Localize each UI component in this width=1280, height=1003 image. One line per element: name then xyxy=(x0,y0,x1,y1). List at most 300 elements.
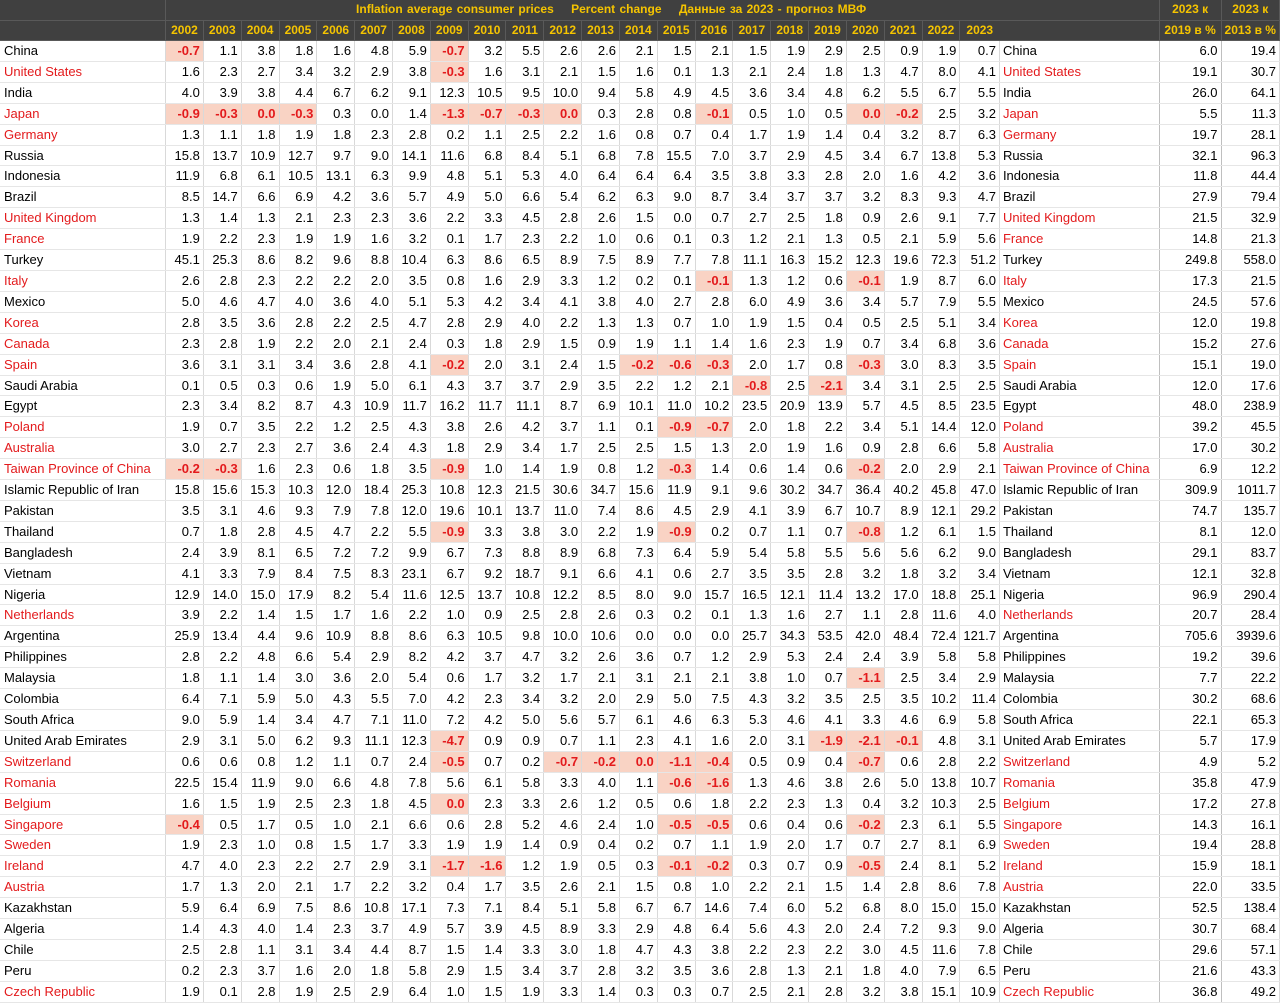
value-cell-2003: 3.3 xyxy=(203,563,241,584)
value-cell-2004: 15.0 xyxy=(241,584,279,605)
value-cell-2012: 10.0 xyxy=(544,82,582,103)
table-row xyxy=(0,730,1280,751)
value-cell-2021: 3.1 xyxy=(884,375,922,396)
value-cell-2006: 4.2 xyxy=(317,187,355,208)
value-cell-2015: 0.8 xyxy=(657,877,695,898)
value-cell-2002: 0.6 xyxy=(166,751,204,772)
ratio-2023-vs-2013: 57.1 xyxy=(1221,939,1279,960)
value-cell-2023: 3.4 xyxy=(960,312,1000,333)
value-cell-2016: 10.2 xyxy=(695,396,733,417)
value-cell-2011: 8.4 xyxy=(506,898,544,919)
value-cell-2022: 7.9 xyxy=(922,960,960,981)
country-name: Canada xyxy=(0,333,166,354)
table-row xyxy=(0,250,1280,271)
country-name: United States xyxy=(0,61,166,82)
country-name-repeat: Brazil xyxy=(999,187,1159,208)
value-cell-2008: 3.2 xyxy=(393,229,431,250)
ratio-2023-vs-2019: 12.1 xyxy=(1159,563,1221,584)
value-cell-2008: 23.1 xyxy=(393,563,431,584)
value-cell-2017: 0.5 xyxy=(733,751,771,772)
value-cell-2015: 4.8 xyxy=(657,919,695,940)
value-cell-2014: 1.9 xyxy=(619,333,657,354)
value-cell-2008: 25.3 xyxy=(393,480,431,501)
value-cell-2006: 1.8 xyxy=(317,124,355,145)
ratio-2023-vs-2013: 68.6 xyxy=(1221,689,1279,710)
country-name-repeat: Japan xyxy=(999,103,1159,124)
table-row xyxy=(0,626,1280,647)
value-cell-2007: 6.3 xyxy=(355,166,393,187)
value-cell-2003: 25.3 xyxy=(203,250,241,271)
value-cell-2014: 10.1 xyxy=(619,396,657,417)
value-cell-2010: 6.1 xyxy=(468,772,506,793)
value-cell-2015: 0.7 xyxy=(657,124,695,145)
value-cell-2005: 2.2 xyxy=(279,417,317,438)
value-cell-2013: 1.2 xyxy=(582,270,620,291)
value-cell-2009: 0.6 xyxy=(430,814,468,835)
country-name-repeat: Ireland xyxy=(999,856,1159,877)
year-header-2011: 2011 xyxy=(506,20,544,41)
value-cell-2013: 6.8 xyxy=(582,145,620,166)
value-cell-2010: 2.3 xyxy=(468,689,506,710)
country-name-repeat: Mexico xyxy=(999,291,1159,312)
value-cell-2019: 3.7 xyxy=(809,187,847,208)
value-cell-2011: 3.2 xyxy=(506,668,544,689)
value-cell-2003: 1.1 xyxy=(203,124,241,145)
country-name-repeat: Pakistan xyxy=(999,500,1159,521)
value-cell-2023: 1.5 xyxy=(960,521,1000,542)
value-cell-2009: 0.0 xyxy=(430,793,468,814)
value-cell-2007: 2.9 xyxy=(355,61,393,82)
ratio-2023-vs-2019: 705.6 xyxy=(1159,626,1221,647)
value-cell-2011: 5.0 xyxy=(506,710,544,731)
value-cell-2009: 1.0 xyxy=(430,605,468,626)
value-cell-2007: 2.9 xyxy=(355,647,393,668)
value-cell-2021: 7.2 xyxy=(884,919,922,940)
value-cell-2021: 2.8 xyxy=(884,605,922,626)
value-cell-2014: 0.2 xyxy=(619,270,657,291)
country-name-repeat: United Kingdom xyxy=(999,208,1159,229)
value-cell-2023: 25.1 xyxy=(960,584,1000,605)
value-cell-2020: 10.7 xyxy=(846,500,884,521)
table-row xyxy=(0,229,1280,250)
value-cell-2011: 4.0 xyxy=(506,312,544,333)
value-cell-2002: 0.7 xyxy=(166,521,204,542)
value-cell-2004: 2.3 xyxy=(241,438,279,459)
value-cell-2017: 0.6 xyxy=(733,459,771,480)
value-cell-2023: 29.2 xyxy=(960,500,1000,521)
value-cell-2022: 3.4 xyxy=(922,668,960,689)
value-cell-2014: 4.1 xyxy=(619,563,657,584)
value-cell-2005: 7.5 xyxy=(279,898,317,919)
header-col-b-bottom: 2013 в % xyxy=(1221,20,1279,41)
value-cell-2009: 2.2 xyxy=(430,208,468,229)
value-cell-2004: 10.9 xyxy=(241,145,279,166)
value-cell-2009: 0.2 xyxy=(430,124,468,145)
value-cell-2008: 5.1 xyxy=(393,291,431,312)
country-name: Belgium xyxy=(0,793,166,814)
value-cell-2020: 42.0 xyxy=(846,626,884,647)
value-cell-2018: 1.1 xyxy=(771,521,809,542)
year-header-2014: 2014 xyxy=(619,20,657,41)
table-row xyxy=(0,542,1280,563)
value-cell-2008: 2.8 xyxy=(393,124,431,145)
country-name-repeat: United States xyxy=(999,61,1159,82)
value-cell-2007: 4.4 xyxy=(355,939,393,960)
year-header-2004: 2004 xyxy=(241,20,279,41)
value-cell-2018: 1.3 xyxy=(771,960,809,981)
value-cell-2006: 1.2 xyxy=(317,417,355,438)
country-name: Vietnam xyxy=(0,563,166,584)
value-cell-2011: 3.4 xyxy=(506,438,544,459)
value-cell-2008: 8.2 xyxy=(393,647,431,668)
value-cell-2006: 4.7 xyxy=(317,710,355,731)
value-cell-2011: 2.5 xyxy=(506,124,544,145)
value-cell-2023: 15.0 xyxy=(960,898,1000,919)
value-cell-2019: 3.8 xyxy=(809,772,847,793)
year-header-2016: 2016 xyxy=(695,20,733,41)
value-cell-2003: 2.2 xyxy=(203,647,241,668)
value-cell-2009: 4.3 xyxy=(430,375,468,396)
value-cell-2023: 6.0 xyxy=(960,270,1000,291)
value-cell-2019: 1.4 xyxy=(809,124,847,145)
value-cell-2017: 2.8 xyxy=(733,960,771,981)
header-blank-cell xyxy=(0,20,166,41)
value-cell-2003: 6.4 xyxy=(203,898,241,919)
value-cell-2012: 8.9 xyxy=(544,542,582,563)
value-cell-2006: 8.6 xyxy=(317,898,355,919)
value-cell-2013: 2.6 xyxy=(582,647,620,668)
value-cell-2003: 6.8 xyxy=(203,166,241,187)
value-cell-2012: 3.3 xyxy=(544,981,582,1002)
value-cell-2005: -0.3 xyxy=(279,103,317,124)
value-cell-2016: 2.1 xyxy=(695,668,733,689)
value-cell-2011: 5.3 xyxy=(506,166,544,187)
value-cell-2022: 5.1 xyxy=(922,312,960,333)
value-cell-2005: 9.6 xyxy=(279,626,317,647)
ratio-2023-vs-2013: 30.7 xyxy=(1221,61,1279,82)
table-row xyxy=(0,814,1280,835)
value-cell-2019: 0.4 xyxy=(809,312,847,333)
value-cell-2010: 5.0 xyxy=(468,187,506,208)
value-cell-2014: 1.9 xyxy=(619,521,657,542)
value-cell-2009: 1.0 xyxy=(430,981,468,1002)
value-cell-2020: 1.4 xyxy=(846,877,884,898)
value-cell-2006: 13.1 xyxy=(317,166,355,187)
value-cell-2014: 0.0 xyxy=(619,751,657,772)
value-cell-2014: 1.6 xyxy=(619,61,657,82)
value-cell-2008: 12.3 xyxy=(393,730,431,751)
value-cell-2019: 1.6 xyxy=(809,438,847,459)
value-cell-2023: 5.6 xyxy=(960,229,1000,250)
value-cell-2010: 2.9 xyxy=(468,438,506,459)
value-cell-2011: 9.5 xyxy=(506,82,544,103)
value-cell-2011: 3.1 xyxy=(506,354,544,375)
value-cell-2021: 2.7 xyxy=(884,835,922,856)
value-cell-2007: 8.3 xyxy=(355,563,393,584)
country-name: Kazakhstan xyxy=(0,898,166,919)
value-cell-2015: 0.6 xyxy=(657,563,695,584)
value-cell-2008: 8.7 xyxy=(393,939,431,960)
value-cell-2014: 6.7 xyxy=(619,898,657,919)
value-cell-2007: 1.6 xyxy=(355,605,393,626)
value-cell-2010: 10.1 xyxy=(468,500,506,521)
value-cell-2005: 0.6 xyxy=(279,375,317,396)
value-cell-2002: -0.2 xyxy=(166,459,204,480)
value-cell-2002: 1.9 xyxy=(166,835,204,856)
value-cell-2013: 0.4 xyxy=(582,835,620,856)
value-cell-2009: 16.2 xyxy=(430,396,468,417)
value-cell-2003: 3.9 xyxy=(203,82,241,103)
value-cell-2004: 8.2 xyxy=(241,396,279,417)
value-cell-2009: 4.9 xyxy=(430,187,468,208)
country-name-repeat: Egypt xyxy=(999,396,1159,417)
value-cell-2008: 5.7 xyxy=(393,187,431,208)
value-cell-2011: 2.3 xyxy=(506,229,544,250)
value-cell-2011: -0.3 xyxy=(506,103,544,124)
header-col-b-top: 2023 к xyxy=(1221,0,1279,20)
value-cell-2003: 2.8 xyxy=(203,270,241,291)
table-row xyxy=(0,291,1280,312)
table-row xyxy=(0,354,1280,375)
value-cell-2002: 1.3 xyxy=(166,124,204,145)
value-cell-2015: 4.5 xyxy=(657,500,695,521)
value-cell-2018: 5.8 xyxy=(771,542,809,563)
value-cell-2018: 30.2 xyxy=(771,480,809,501)
ratio-2023-vs-2013: 21.3 xyxy=(1221,229,1279,250)
value-cell-2010: 3.7 xyxy=(468,647,506,668)
value-cell-2019: 0.5 xyxy=(809,103,847,124)
value-cell-2021: 48.4 xyxy=(884,626,922,647)
value-cell-2007: 0.7 xyxy=(355,751,393,772)
value-cell-2004: 3.6 xyxy=(241,312,279,333)
value-cell-2013: 7.5 xyxy=(582,250,620,271)
value-cell-2005: 1.8 xyxy=(279,41,317,62)
value-cell-2010: -1.6 xyxy=(468,856,506,877)
value-cell-2016: 7.5 xyxy=(695,689,733,710)
value-cell-2011: 6.5 xyxy=(506,250,544,271)
value-cell-2018: 2.1 xyxy=(771,877,809,898)
country-name-repeat: Saudi Arabia xyxy=(999,375,1159,396)
value-cell-2018: 1.9 xyxy=(771,41,809,62)
value-cell-2014: 2.1 xyxy=(619,41,657,62)
value-cell-2008: 2.4 xyxy=(393,751,431,772)
value-cell-2013: 6.2 xyxy=(582,187,620,208)
country-name-repeat: Kazakhstan xyxy=(999,898,1159,919)
value-cell-2007: 1.7 xyxy=(355,835,393,856)
value-cell-2003: 15.4 xyxy=(203,772,241,793)
value-cell-2005: 10.3 xyxy=(279,480,317,501)
value-cell-2006: 3.6 xyxy=(317,438,355,459)
value-cell-2002: 0.1 xyxy=(166,375,204,396)
value-cell-2023: 5.5 xyxy=(960,814,1000,835)
value-cell-2009: 5.3 xyxy=(430,291,468,312)
value-cell-2007: 10.9 xyxy=(355,396,393,417)
value-cell-2018: 2.4 xyxy=(771,61,809,82)
value-cell-2015: -0.6 xyxy=(657,772,695,793)
ratio-2023-vs-2013: 47.9 xyxy=(1221,772,1279,793)
value-cell-2010: 0.9 xyxy=(468,730,506,751)
value-cell-2014: 2.2 xyxy=(619,375,657,396)
table-row xyxy=(0,898,1280,919)
value-cell-2023: 3.2 xyxy=(960,103,1000,124)
value-cell-2015: 1.1 xyxy=(657,333,695,354)
value-cell-2012: 3.3 xyxy=(544,772,582,793)
value-cell-2023: 9.0 xyxy=(960,919,1000,940)
ratio-2023-vs-2019: 17.0 xyxy=(1159,438,1221,459)
value-cell-2003: 2.7 xyxy=(203,438,241,459)
table-row xyxy=(0,166,1280,187)
value-cell-2019: 2.9 xyxy=(809,41,847,62)
ratio-2023-vs-2019: 52.5 xyxy=(1159,898,1221,919)
value-cell-2008: 17.1 xyxy=(393,898,431,919)
value-cell-2003: 3.1 xyxy=(203,730,241,751)
value-cell-2006: 3.6 xyxy=(317,668,355,689)
value-cell-2023: 2.2 xyxy=(960,751,1000,772)
value-cell-2020: -0.1 xyxy=(846,270,884,291)
value-cell-2016: 1.4 xyxy=(695,333,733,354)
value-cell-2018: 2.3 xyxy=(771,793,809,814)
value-cell-2022: 72.3 xyxy=(922,250,960,271)
value-cell-2010: 0.7 xyxy=(468,751,506,772)
value-cell-2023: 3.4 xyxy=(960,563,1000,584)
value-cell-2015: 6.4 xyxy=(657,542,695,563)
value-cell-2006: 5.4 xyxy=(317,647,355,668)
value-cell-2021: 3.4 xyxy=(884,333,922,354)
value-cell-2012: 2.8 xyxy=(544,605,582,626)
value-cell-2020: 3.2 xyxy=(846,187,884,208)
value-cell-2005: 8.4 xyxy=(279,563,317,584)
value-cell-2009: 6.3 xyxy=(430,626,468,647)
value-cell-2021: 5.0 xyxy=(884,772,922,793)
year-header-2003: 2003 xyxy=(203,20,241,41)
value-cell-2014: 0.0 xyxy=(619,626,657,647)
value-cell-2015: -0.5 xyxy=(657,814,695,835)
value-cell-2003: 4.3 xyxy=(203,919,241,940)
ratio-2023-vs-2013: 135.7 xyxy=(1221,500,1279,521)
value-cell-2016: 0.7 xyxy=(695,208,733,229)
value-cell-2005: 3.4 xyxy=(279,61,317,82)
value-cell-2002: 1.8 xyxy=(166,668,204,689)
value-cell-2012: 1.9 xyxy=(544,856,582,877)
value-cell-2018: 4.6 xyxy=(771,710,809,731)
value-cell-2004: 1.9 xyxy=(241,333,279,354)
country-name: Nigeria xyxy=(0,584,166,605)
value-cell-2010: 1.6 xyxy=(468,61,506,82)
ratio-2023-vs-2013: 11.3 xyxy=(1221,103,1279,124)
value-cell-2009: -0.5 xyxy=(430,751,468,772)
header-col-a-bottom: 2019 в % xyxy=(1159,20,1221,41)
value-cell-2013: 5.8 xyxy=(582,898,620,919)
value-cell-2015: 15.5 xyxy=(657,145,695,166)
value-cell-2005: 1.6 xyxy=(279,960,317,981)
value-cell-2017: 0.6 xyxy=(733,814,771,835)
value-cell-2021: 4.5 xyxy=(884,396,922,417)
value-cell-2007: 7.1 xyxy=(355,710,393,731)
country-name-repeat: Taiwan Province of China xyxy=(999,459,1159,480)
country-name: Germany xyxy=(0,124,166,145)
value-cell-2017: 1.5 xyxy=(733,41,771,62)
ratio-2023-vs-2013: 28.4 xyxy=(1221,605,1279,626)
value-cell-2019: 2.0 xyxy=(809,919,847,940)
value-cell-2011: 1.4 xyxy=(506,835,544,856)
value-cell-2009: 19.6 xyxy=(430,500,468,521)
value-cell-2003: 2.2 xyxy=(203,229,241,250)
value-cell-2011: 1.9 xyxy=(506,981,544,1002)
value-cell-2017: 5.4 xyxy=(733,542,771,563)
value-cell-2014: 8.6 xyxy=(619,500,657,521)
value-cell-2022: 4.8 xyxy=(922,730,960,751)
value-cell-2004: 1.4 xyxy=(241,605,279,626)
ratio-2023-vs-2013: 5.2 xyxy=(1221,751,1279,772)
value-cell-2018: 3.2 xyxy=(771,689,809,710)
value-cell-2002: 3.0 xyxy=(166,438,204,459)
value-cell-2013: -0.2 xyxy=(582,751,620,772)
year-header-2020: 2020 xyxy=(846,20,884,41)
value-cell-2009: 4.2 xyxy=(430,689,468,710)
value-cell-2012: 9.1 xyxy=(544,563,582,584)
country-name: Bangladesh xyxy=(0,542,166,563)
table-row xyxy=(0,605,1280,626)
value-cell-2011: 2.9 xyxy=(506,270,544,291)
ratio-2023-vs-2019: 39.2 xyxy=(1159,417,1221,438)
country-name-repeat: Singapore xyxy=(999,814,1159,835)
value-cell-2016: 0.4 xyxy=(695,124,733,145)
value-cell-2013: 34.7 xyxy=(582,480,620,501)
value-cell-2004: 6.1 xyxy=(241,166,279,187)
value-cell-2020: 2.6 xyxy=(846,772,884,793)
value-cell-2008: 9.1 xyxy=(393,82,431,103)
country-name: Thailand xyxy=(0,521,166,542)
value-cell-2019: 11.4 xyxy=(809,584,847,605)
value-cell-2007: 8.8 xyxy=(355,250,393,271)
value-cell-2023: 4.0 xyxy=(960,605,1000,626)
value-cell-2023: 3.6 xyxy=(960,166,1000,187)
value-cell-2017: 1.3 xyxy=(733,270,771,291)
value-cell-2005: 6.2 xyxy=(279,730,317,751)
country-name-repeat: Czech Republic xyxy=(999,981,1159,1002)
value-cell-2021: 8.3 xyxy=(884,187,922,208)
country-name-repeat: Malaysia xyxy=(999,668,1159,689)
ratio-2023-vs-2013: 32.9 xyxy=(1221,208,1279,229)
value-cell-2014: 5.8 xyxy=(619,82,657,103)
value-cell-2007: 1.8 xyxy=(355,459,393,480)
value-cell-2007: 9.0 xyxy=(355,145,393,166)
value-cell-2005: 9.3 xyxy=(279,500,317,521)
value-cell-2015: -0.9 xyxy=(657,521,695,542)
value-cell-2016: 9.1 xyxy=(695,480,733,501)
value-cell-2013: 2.1 xyxy=(582,668,620,689)
header-row-years xyxy=(0,20,1280,41)
value-cell-2008: 9.9 xyxy=(393,542,431,563)
value-cell-2005: 3.0 xyxy=(279,668,317,689)
value-cell-2014: 2.9 xyxy=(619,689,657,710)
value-cell-2009: 2.9 xyxy=(430,960,468,981)
value-cell-2012: 2.8 xyxy=(544,208,582,229)
value-cell-2010: 0.9 xyxy=(468,605,506,626)
value-cell-2017: 2.0 xyxy=(733,438,771,459)
value-cell-2009: 6.7 xyxy=(430,563,468,584)
value-cell-2004: 3.8 xyxy=(241,82,279,103)
value-cell-2007: 4.8 xyxy=(355,41,393,62)
value-cell-2016: 6.4 xyxy=(695,919,733,940)
value-cell-2017: 2.2 xyxy=(733,939,771,960)
value-cell-2015: 0.7 xyxy=(657,647,695,668)
value-cell-2006: 2.3 xyxy=(317,919,355,940)
value-cell-2013: 6.9 xyxy=(582,396,620,417)
value-cell-2012: 2.4 xyxy=(544,354,582,375)
value-cell-2017: 2.5 xyxy=(733,981,771,1002)
value-cell-2004: 4.0 xyxy=(241,919,279,940)
